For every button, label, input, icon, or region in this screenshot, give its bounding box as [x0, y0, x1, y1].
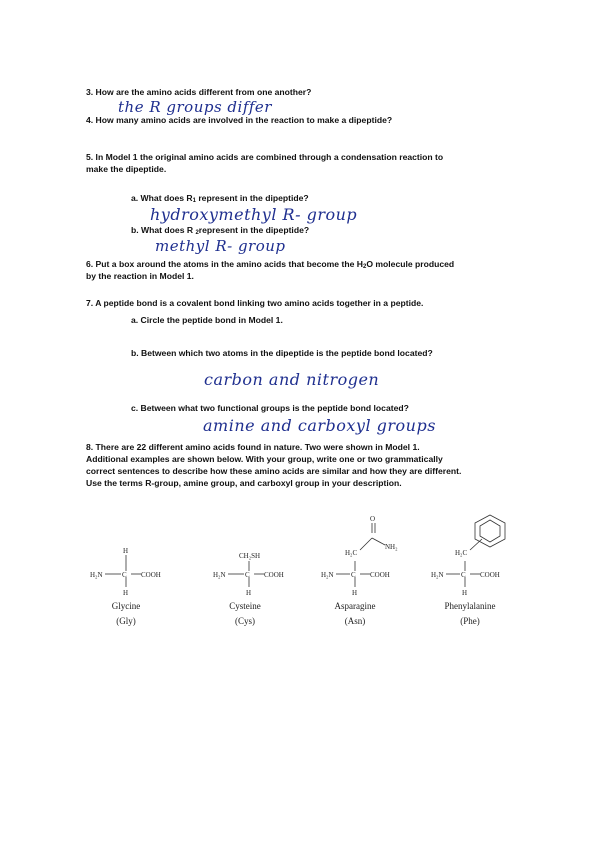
glycine-alpha-carbon-label: C	[122, 571, 127, 579]
amino-acid-figure	[0, 505, 612, 655]
question-6-line-2: by the reaction in Model 1.	[86, 271, 194, 281]
glycine-carboxyl-label: COOH	[141, 571, 161, 579]
answer-7b: carbon and nitrogen	[204, 370, 380, 389]
glycine-amine-label: H₂N	[90, 571, 103, 579]
cysteine-carboxyl-label: COOH	[264, 571, 284, 579]
phenylalanine-alpha-carbon-label: C	[461, 571, 466, 579]
question-7c: c. Between what two functional groups is the peptide bond located?	[131, 403, 409, 413]
asparagine-hydrogen-label: H	[352, 589, 358, 597]
asparagine-r-group-label: H₂C	[345, 549, 358, 557]
question-6-line-1: 6. Put a box around the atoms in the amino acids that become the H2O molecule produced	[86, 259, 455, 270]
cysteine-hydrogen-label: H	[246, 589, 252, 597]
answer-7c: amine and carboxyl groups	[203, 416, 436, 435]
question-7b: b. Between which two atoms in the dipeptide is the peptide bond located?	[131, 348, 433, 358]
answer-3: the R groups differ	[118, 98, 272, 116]
question-5-line-2: make the dipeptide.	[86, 164, 167, 174]
question-8-line-1: 8. There are 22 different amino acids found in nature. Two were shown in Model 1.	[86, 442, 420, 452]
asparagine-alpha-carbon-label: C	[351, 571, 356, 579]
answer-5b: methyl R- group	[155, 237, 286, 255]
question-5-line-1: 5. In Model 1 the original amino acids are combined through a condensation reaction to	[86, 152, 444, 162]
glycine-name: Glycine	[111, 601, 141, 611]
phenylalanine-r-group-label: H₂C	[455, 549, 468, 557]
question-8-line-4: Use the terms R-group, amine group, and carboxyl group in your description.	[86, 478, 402, 488]
question-8-line-3: correct sentences to describe how these amino acids are similar and how they are different.	[86, 466, 462, 476]
phenylalanine-amine-label: H₂N	[431, 571, 444, 579]
cysteine-r-group-label: CH₂SH	[239, 552, 261, 560]
asparagine-oxygen-label: O	[370, 515, 376, 523]
cysteine-amine-label: H₂N	[213, 571, 226, 579]
glycine-r-group-label: H	[123, 547, 129, 555]
cysteine-name: Cysteine	[229, 601, 261, 611]
question-8-line-2: Additional examples are shown below. With your group, write one or two grammatically	[86, 454, 443, 464]
asparagine-nh2-label: NH₂	[385, 543, 398, 551]
glycine-hydrogen-label: H	[123, 589, 129, 597]
phenylalanine-carboxyl-label: COOH	[480, 571, 500, 579]
question-5b: b. What does R 2represent in the dipeptide?	[131, 225, 310, 236]
question-3: 3. How are the amino acids different from one another?	[86, 87, 312, 97]
question-7: 7. A peptide bond is a covalent bond linking two amino acids together in a peptide.	[86, 298, 424, 308]
answer-5a: hydroxymethyl R- group	[150, 205, 358, 224]
phenylalanine-name: Phenylalanine	[444, 601, 496, 611]
question-7a: a. Circle the peptide bond in Model 1.	[131, 315, 283, 325]
phenylalanine-abbr: (Phe)	[460, 616, 480, 626]
asparagine-carboxyl-label: COOH	[370, 571, 390, 579]
phenylalanine-hydrogen-label: H	[462, 589, 468, 597]
cysteine-alpha-carbon-label: C	[245, 571, 250, 579]
question-4: 4. How many amino acids are involved in the reaction to make a dipeptide?	[86, 115, 393, 125]
asparagine-amine-label: H₂N	[321, 571, 334, 579]
asparagine-abbr: (Asn)	[344, 616, 366, 626]
cysteine-abbr: (Cys)	[235, 616, 255, 626]
question-5a: a. What does R1 represent in the dipeptide?	[131, 193, 309, 204]
glycine-abbr: (Gly)	[116, 616, 136, 626]
asparagine-name: Asparagine	[334, 601, 376, 611]
